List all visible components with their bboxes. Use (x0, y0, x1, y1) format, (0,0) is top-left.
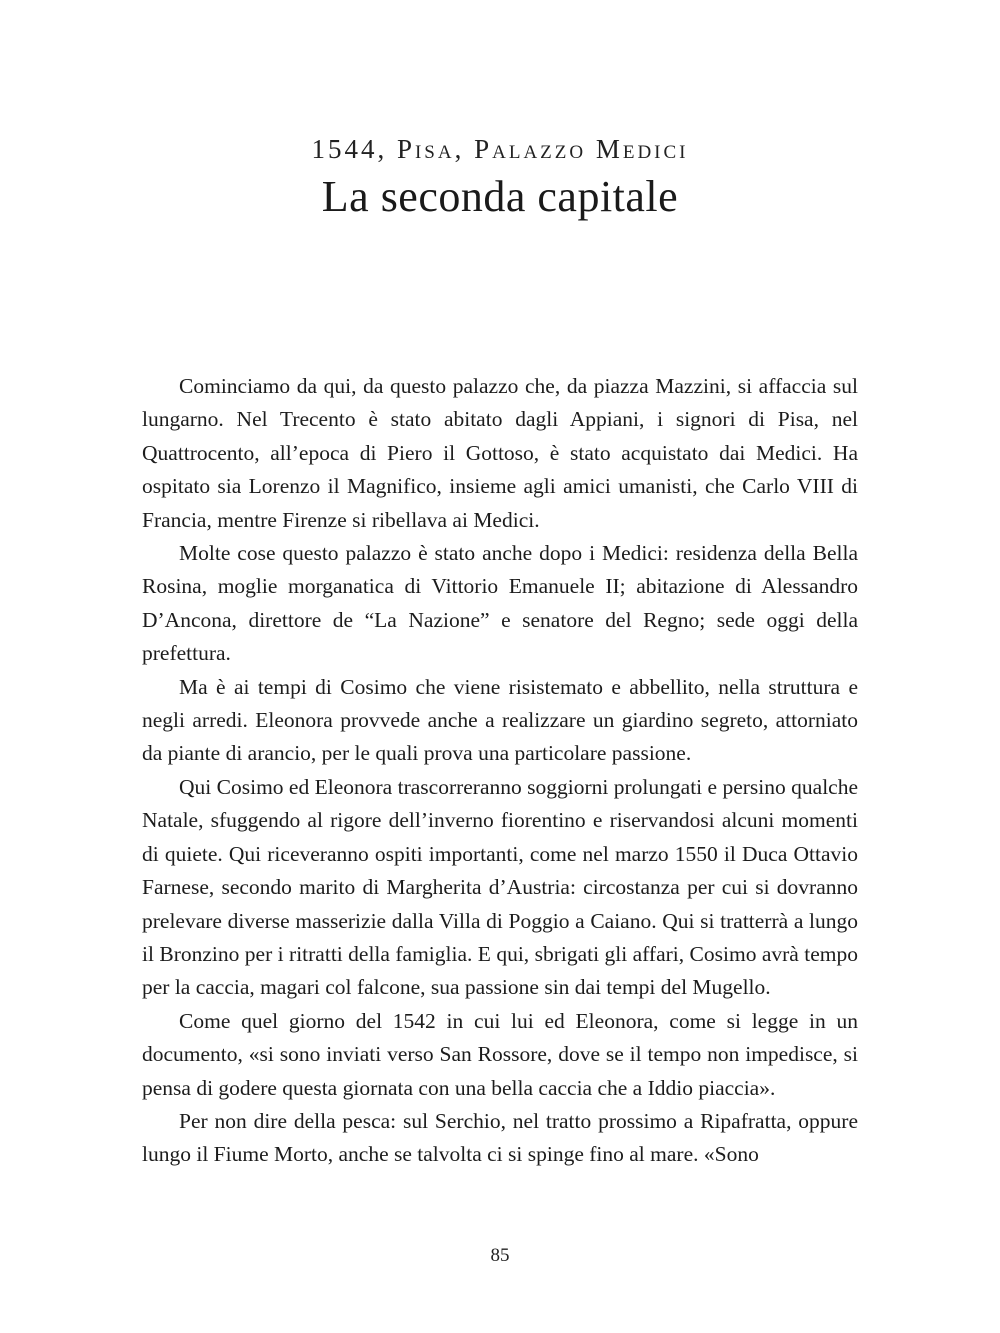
body-text (142, 370, 858, 1172)
paragraph: Molte cose questo palazzo è stato anche dopo i Medici: residenza della Bella Rosina, moglie morganatica di Vittorio Emanuele II; abitazione di Alessandro D’Ancona, direttore de “La Nazione” e senatore del Regno; sede oggi della prefettura. (142, 541, 858, 666)
paragraph: Qui Cosimo ed Eleonora trascorreranno soggiorni prolungati e persino qualche Natale, sfuggendo al rigore dell’inverno fiorentino e riservandosi alcuni momenti di quiete. Qui riceveranno ospiti importanti, come nel marzo 1550 il Duca Ottavio Farnese, secondo marito di Margherita d’Austria: circostanza per cui si dovranno prelevare diverse masserizie dalla Villa di Poggio a Caiano. Qui si tratterrà a lungo il Bronzino per i ritratti della famiglia. E qui, sbrigati gli affari, Cosimo avrà tempo per la caccia, magari col falcone, sua passione sin dai tempi del Mugello. (142, 774, 858, 1000)
paragraph: Per non dire della pesca: sul Serchio, nel tratto prossimo a Ripafratta, oppure lungo il Fiume Morto, anche se talvolta ci si spinge fino al mare. «Sono (142, 1108, 858, 1167)
chapter-title: La seconda capitale (321, 172, 679, 221)
page-number: 85 (490, 1245, 510, 1266)
chapter-kicker: 1544, Pisa, Palazzo Medici (311, 134, 689, 164)
paragraph: Ma è ai tempi di Cosimo che viene risistemato e abbellito, nella struttura e negli arredi. Eleonora provvede anche a realizzare un giardino segreto, attorniato da piante di arancio, per le quali prova una particolare passione. (142, 674, 858, 766)
paragraph: Cominciamo da qui, da questo palazzo che, da piazza Mazzini, si affaccia sul lungarno. Nel Trecento è stato abitato dagli Appiani, i signori di Pisa, nel Quattrocento, all’epoca di Piero il Gottoso, è stato acquistato dai Medici. Ha ospitato sia Lorenzo il Magnifico, insieme agli amici umanisti, che Carlo VIII di Francia, mentre Firenze si ribellava ai Medici. (142, 374, 858, 532)
paragraph: Come quel giorno del 1542 in cui lui ed Eleonora, come si legge in un documento, «si sono inviati verso San Rossore, dove se il tempo non impedisce, si pensa di godere questa giornata con una bella caccia che a Iddio piaccia». (142, 1008, 858, 1100)
